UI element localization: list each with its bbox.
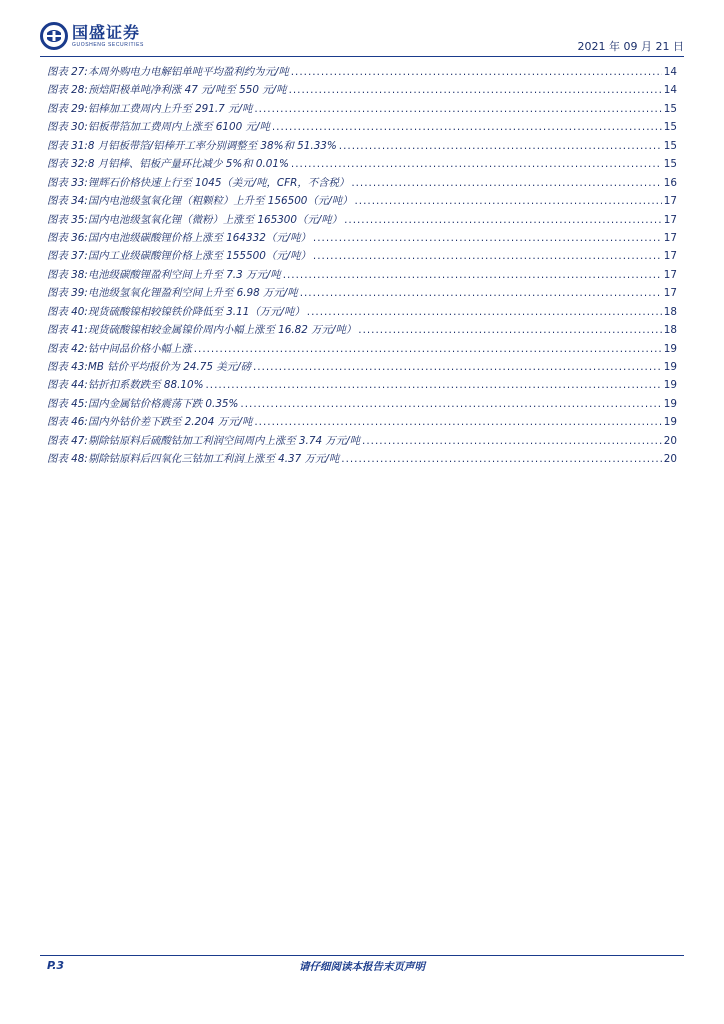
toc-figure-title: MB 钴价平均报价为 24.75 美元/磅 — [87, 361, 251, 373]
toc-figure-title: 国内电池级氢氧化锂（粗颗粒）上升至 156500（元/吨） — [87, 195, 353, 208]
company-logo — [40, 22, 144, 50]
toc-entry[interactable] — [47, 358, 677, 376]
toc-entry[interactable] — [47, 174, 677, 192]
page-number: P.3 — [47, 959, 65, 972]
toc-page-number: 19 — [663, 416, 677, 429]
footer-divider — [40, 955, 684, 956]
toc-page-number: 17 — [663, 250, 677, 263]
toc-dot-leader — [291, 158, 662, 170]
guosheng-logo-icon — [40, 22, 68, 50]
toc-figure-label: 图表 30: — [47, 121, 88, 134]
toc-figure-title: 国内工业级碳酸锂价格上涨至 155500（元/吨） — [87, 250, 311, 263]
toc-figure-label: 图表 28: — [47, 84, 88, 97]
toc-dot-leader — [313, 232, 662, 244]
toc-figure-title: 铝棒加工费周内上升至 291.7 元/吨 — [87, 102, 253, 115]
toc-figure-title: 本周外购电力电解铝单吨平均盈利约为元/吨 — [87, 66, 289, 78]
toc-dot-leader — [351, 177, 661, 189]
toc-entry[interactable] — [47, 155, 677, 173]
toc-dot-leader — [205, 379, 661, 391]
toc-figure-title: 国内外钴价差下跌至 2.204 万元/吨 — [87, 416, 253, 429]
toc-page-number: 17 — [663, 213, 677, 226]
toc-page-number: 19 — [663, 397, 677, 410]
logo-name-en: GUOSHENG SECURITIES — [72, 42, 144, 48]
toc-page-number: 17 — [663, 268, 677, 281]
toc-page-number: 15 — [663, 139, 677, 152]
figure-index-list — [47, 63, 677, 469]
toc-dot-leader — [254, 103, 661, 115]
toc-figure-label: 图表 44: — [47, 379, 88, 392]
toc-figure-label: 图表 31: — [47, 139, 88, 152]
toc-dot-leader — [344, 214, 662, 226]
toc-page-number: 20 — [663, 453, 677, 466]
toc-figure-label: 图表 29: — [47, 102, 88, 115]
toc-page-number: 18 — [663, 305, 677, 318]
toc-figure-label: 图表 37: — [47, 250, 88, 263]
toc-dot-leader — [254, 416, 661, 428]
toc-entry[interactable] — [47, 63, 677, 81]
toc-figure-title: 国内电池级氢氧化锂（微粉）上涨至 165300（元/吨） — [87, 213, 343, 226]
toc-figure-title: 钴折扣系数跌至 88.10% — [87, 379, 204, 392]
toc-figure-title: 8 月铝板带箔/铝棒开工率分别调整至 38%和 51.33% — [87, 139, 337, 152]
toc-figure-title: 国内金属钴价格震荡下跌 0.35% — [87, 397, 239, 410]
toc-page-number: 19 — [663, 379, 677, 392]
toc-page-number: 17 — [663, 287, 677, 300]
toc-dot-leader — [339, 140, 662, 152]
toc-entry[interactable] — [47, 450, 677, 468]
toc-dot-leader — [289, 84, 662, 96]
toc-entry[interactable] — [47, 303, 677, 321]
toc-entry[interactable] — [47, 284, 677, 302]
toc-dot-leader — [362, 435, 662, 447]
toc-figure-title: 钴中间品价格小幅上涨 — [87, 342, 192, 355]
toc-page-number: 15 — [663, 121, 677, 134]
toc-entry[interactable] — [47, 229, 677, 247]
toc-figure-label: 图表 46: — [47, 416, 88, 429]
toc-dot-leader — [341, 453, 662, 465]
toc-figure-title: 铝板带箔加工费周内上涨至 6100 元/吨 — [87, 121, 270, 134]
toc-figure-label: 图表 33: — [47, 176, 88, 189]
toc-figure-title: 国内电池级碳酸锂价格上涨至 164332（元/吨） — [87, 231, 311, 244]
toc-figure-label: 图表 35: — [47, 213, 88, 226]
disclaimer-note: 请仔细阅读本报告末页声明 — [299, 961, 425, 973]
toc-dot-leader — [313, 250, 662, 262]
toc-entry[interactable] — [47, 376, 677, 394]
toc-figure-label: 图表 34: — [47, 195, 88, 208]
toc-entry[interactable] — [47, 432, 677, 450]
toc-dot-leader — [358, 324, 662, 336]
toc-entry[interactable] — [47, 81, 677, 99]
toc-figure-label: 图表 27: — [47, 66, 88, 78]
toc-figure-title: 现货硫酸镍相较镍铁价降低至 3.11（万元/吨） — [87, 305, 305, 318]
toc-figure-label: 图表 47: — [47, 434, 88, 447]
toc-page-number: 20 — [663, 434, 677, 447]
toc-figure-label: 图表 39: — [47, 287, 88, 300]
toc-figure-title: 8 月铝棒、铝板产量环比减少 5%和 0.01% — [87, 158, 289, 171]
toc-figure-title: 剔除钴原料后硫酸钴加工利润空间周内上涨至 3.74 万元/吨 — [87, 434, 361, 447]
logo-name-cn: 国盛证券 — [72, 23, 141, 42]
toc-entry[interactable] — [47, 321, 677, 339]
toc-page-number: 19 — [663, 342, 677, 355]
toc-figure-title: 锂辉石价格快速上行至 1045（美元/吨，CFR，不含税） — [87, 176, 350, 189]
toc-dot-leader — [194, 343, 662, 355]
toc-dot-leader — [291, 66, 662, 78]
toc-page-number: 14 — [663, 84, 677, 97]
page-header — [40, 22, 684, 56]
toc-figure-title: 预焙阳极单吨净利涨 47 元/吨至 550 元/吨 — [87, 84, 287, 97]
toc-figure-label: 图表 42: — [47, 342, 88, 355]
toc-dot-leader — [240, 398, 661, 410]
toc-page-number: 15 — [663, 102, 677, 115]
report-date: 2021 年 09 月 21 日 — [577, 40, 684, 53]
toc-figure-title: 现货硫酸镍相较金属镍价周内小幅上涨至 16.82 万元/吨） — [87, 324, 357, 337]
toc-page-number: 17 — [663, 231, 677, 244]
toc-entry[interactable] — [47, 137, 677, 155]
toc-entry[interactable] — [47, 118, 677, 136]
toc-figure-label: 图表 32: — [47, 158, 88, 171]
toc-dot-leader — [283, 269, 662, 281]
toc-entry[interactable] — [47, 192, 677, 210]
toc-dot-leader — [307, 306, 662, 318]
toc-figure-label: 图表 40: — [47, 305, 88, 318]
toc-dot-leader — [354, 195, 661, 207]
toc-entry[interactable] — [47, 100, 677, 118]
toc-entry[interactable] — [47, 211, 677, 229]
toc-page-number: 18 — [663, 324, 677, 337]
toc-figure-title: 电池级氢氧化锂盈利空间上升至 6.98 万元/吨 — [87, 287, 298, 300]
toc-entry[interactable] — [47, 247, 677, 265]
toc-figure-label: 图表 43: — [47, 361, 88, 373]
toc-entry[interactable] — [47, 413, 677, 431]
header-divider — [40, 56, 684, 57]
toc-dot-leader — [272, 121, 662, 133]
toc-figure-title: 电池级碳酸锂盈利空间上升至 7.3 万元/吨 — [87, 268, 281, 281]
toc-entry[interactable] — [47, 395, 677, 413]
toc-figure-label: 图表 45: — [47, 397, 88, 410]
toc-page-number: 17 — [663, 195, 677, 208]
toc-figure-label: 图表 48: — [47, 453, 88, 466]
toc-figure-label: 图表 38: — [47, 268, 88, 281]
toc-entry[interactable] — [47, 340, 677, 358]
toc-page-number: 15 — [663, 158, 677, 171]
toc-page-number: 14 — [663, 66, 677, 78]
toc-figure-title: 剔除钴原料后四氧化三钴加工利润上涨至 4.37 万元/吨 — [87, 453, 340, 466]
toc-dot-leader — [300, 287, 662, 299]
toc-dot-leader — [253, 361, 662, 373]
toc-page-number: 19 — [663, 361, 677, 373]
toc-figure-label: 图表 36: — [47, 231, 88, 244]
toc-entry[interactable] — [47, 266, 677, 284]
toc-page-number: 16 — [663, 176, 677, 189]
toc-figure-label: 图表 41: — [47, 324, 88, 337]
